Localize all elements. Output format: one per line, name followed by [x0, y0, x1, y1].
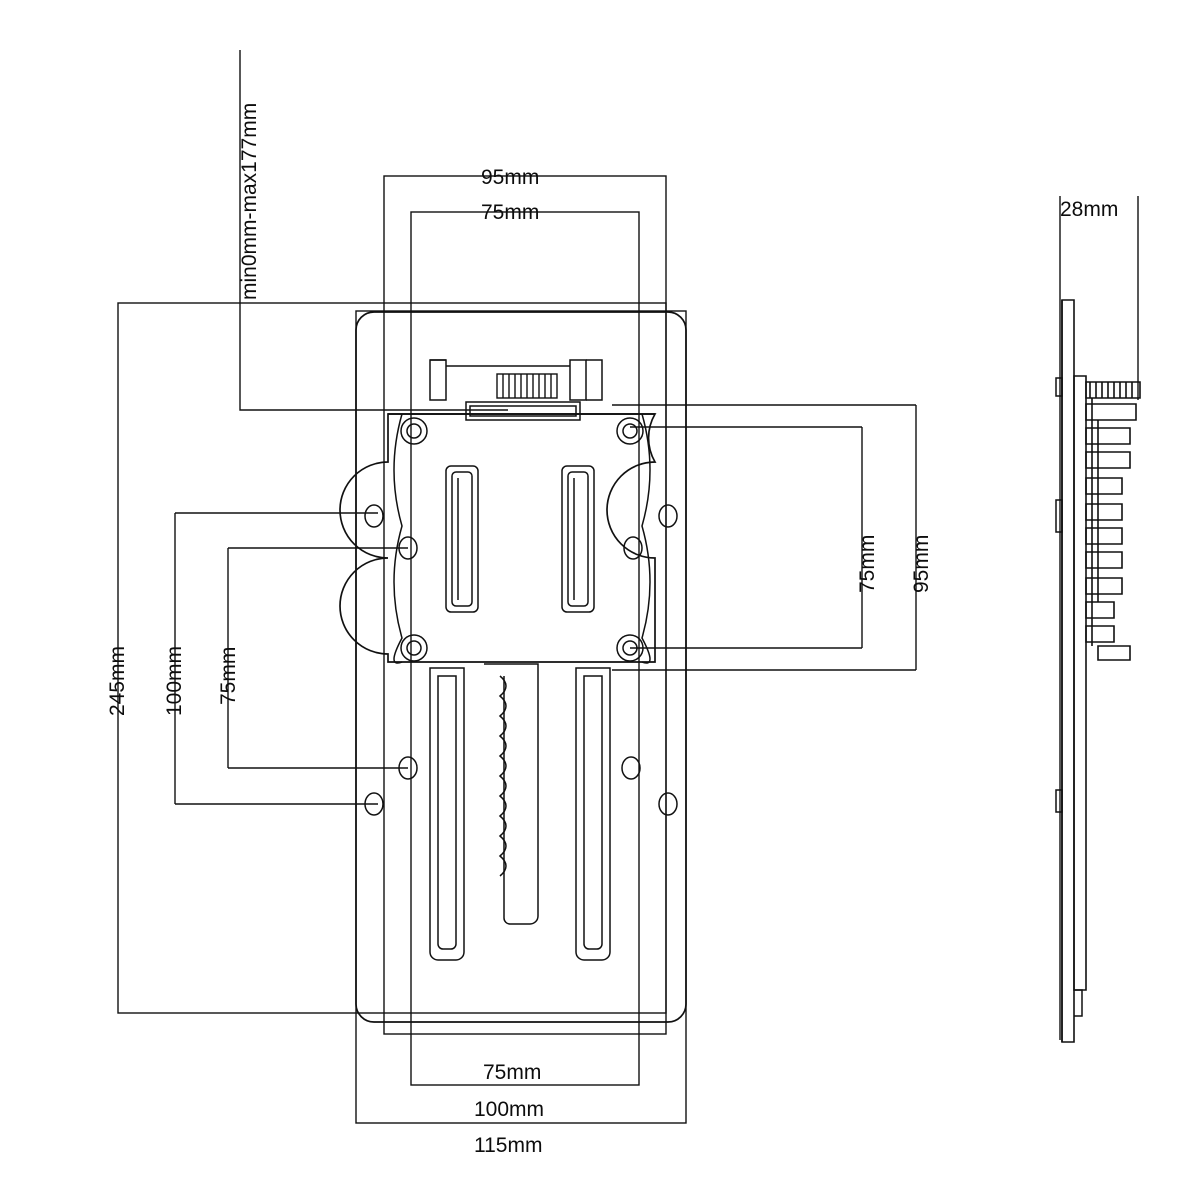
dimension-75mm-left: [228, 548, 408, 768]
side-view-edge-notch-mid: [1056, 500, 1062, 532]
dimension-label-right-height-inner: 75mm: [856, 534, 879, 593]
side-view-wall-plate: [1062, 300, 1074, 1042]
dimension-label-right-height-outer: 95mm: [910, 534, 933, 593]
vesa-plate-contour: [392, 414, 651, 663]
side-view-lower-tail: [1074, 990, 1082, 1016]
vesa-plate: [340, 414, 655, 662]
center-ratchet-strip: [484, 664, 538, 924]
dimension-label-bottom-width-outer: 115mm: [474, 1134, 543, 1157]
dimension-label-top-width-inner: 75mm: [481, 201, 540, 224]
slot-rail-right-lower: [576, 668, 610, 960]
side-view-body: [1074, 376, 1140, 990]
side-view-edge-notch-lower: [1056, 790, 1062, 812]
mount-hole-right-inner-lower: [622, 757, 640, 779]
dimension-75mm-right: [630, 427, 862, 648]
dimension-label-bottom-width-inner: 75mm: [483, 1061, 542, 1084]
slot-rail-left-upper: [446, 466, 478, 612]
dimension-label-bottom-width-mid: 100mm: [474, 1098, 545, 1121]
side-view-edge-notch-upper: [1056, 378, 1062, 396]
dimension-100mm-left: [175, 513, 378, 804]
dimension-label-depth-range: min0mm-max177mm: [238, 102, 261, 300]
slot-rail-left-lower: [430, 668, 464, 960]
vesa-screw-hole-top-left: [401, 418, 427, 444]
mount-hole-right-upper: [659, 505, 677, 527]
top-latch-knurl: [497, 374, 557, 398]
dimension-95mm-top: [384, 176, 666, 1034]
dimension-label-left-height-mid: 100mm: [163, 645, 186, 716]
mount-hole-left-upper: [365, 505, 383, 527]
dimension-75mm-top: [411, 212, 639, 1085]
dimension-label-side-depth: 28mm: [1060, 198, 1119, 221]
dimension-label-left-height-inner: 75mm: [217, 646, 240, 705]
dimension-label-top-width-outer: 95mm: [481, 166, 540, 189]
slot-rail-right-upper: [562, 466, 594, 612]
vesa-screw-hole-bottom-left: [401, 635, 427, 661]
dimension-label-left-height-outer: 245mm: [106, 645, 129, 716]
mount-hole-right-lower: [659, 793, 677, 815]
